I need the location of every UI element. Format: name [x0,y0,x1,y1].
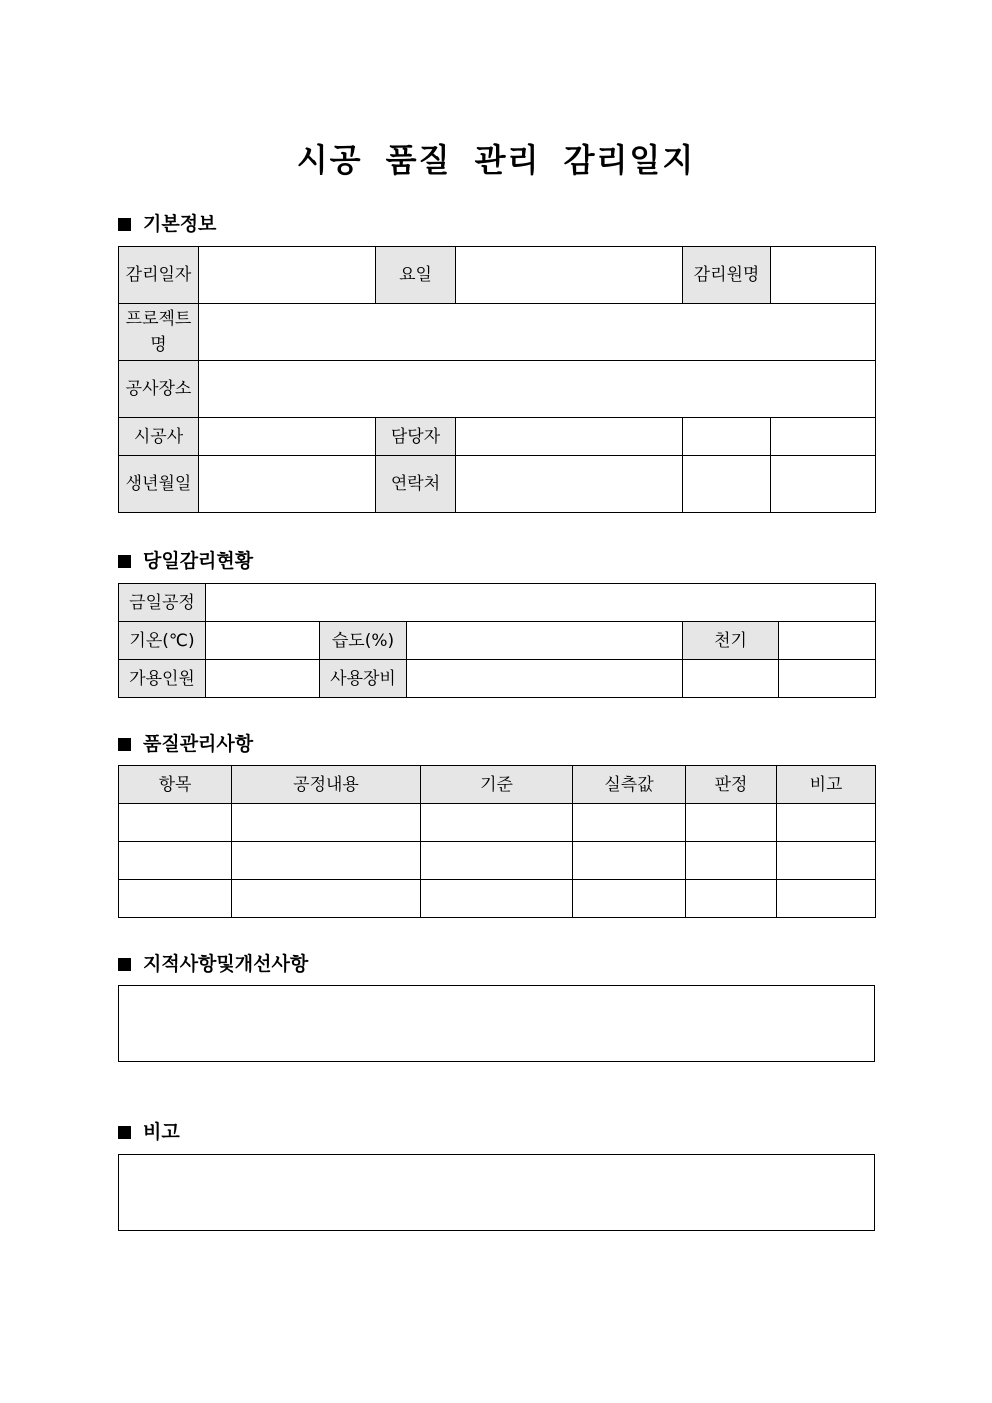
page-title: 시공 품질 관리 감리일지 [296,141,696,179]
remarks-textbox[interactable] [118,1154,875,1231]
column-header: 실측값 [573,766,686,804]
table-cell[interactable] [686,842,777,880]
column-header: 항목 [119,766,232,804]
column-header: 판정 [686,766,777,804]
extra-field[interactable] [771,456,876,513]
table-row [119,842,876,880]
site-field[interactable] [199,361,876,418]
table-cell[interactable] [777,804,876,842]
daily-status-table [118,583,876,698]
column-header: 공정내용 [232,766,421,804]
section-title: 비고 [143,1121,180,1143]
table-cell[interactable] [573,842,686,880]
square-bullet-icon [118,1126,131,1139]
table-cell[interactable] [421,804,573,842]
section-title: 지적사항및개선사항 [143,953,309,975]
square-bullet-icon [118,218,131,231]
label-weather: 천기 [683,622,779,660]
label-temperature: 기온(℃) [119,622,206,660]
table-cell[interactable] [573,880,686,918]
table-cell[interactable] [119,804,232,842]
label-supervisor: 감리원명 [683,247,771,304]
label-site: 공사장소 [119,361,199,418]
section-heading-remarks [118,1120,180,1144]
label-workers: 가용인원 [119,660,206,698]
section-heading-quality [118,732,253,756]
label-date: 감리일자 [119,247,199,304]
date-field[interactable] [199,247,376,304]
table-cell[interactable] [119,842,232,880]
day-field[interactable] [456,247,683,304]
table-cell[interactable] [421,880,573,918]
table-cell[interactable] [686,880,777,918]
temperature-field[interactable] [206,622,320,660]
section-title: 당일감리현황 [143,550,254,572]
weather-field[interactable] [779,622,876,660]
project-field[interactable] [199,304,876,361]
table-cell[interactable] [232,842,421,880]
table-cell[interactable] [421,842,573,880]
extra-field[interactable] [771,418,876,456]
section-title: 품질관리사항 [143,733,254,755]
section-heading-daily [118,549,253,573]
table-cell[interactable] [232,804,421,842]
manager-field[interactable] [456,418,683,456]
issues-textbox[interactable] [118,985,875,1062]
square-bullet-icon [118,738,131,751]
label-manager: 담당자 [376,418,456,456]
table-row [119,880,876,918]
extra-field[interactable] [779,660,876,698]
label-today-process: 금일공정 [119,584,206,622]
label-birth: 생년월일 [119,456,199,513]
column-header: 비고 [777,766,876,804]
table-cell[interactable] [573,804,686,842]
extra-field[interactable] [683,660,779,698]
label-equipment: 사용장비 [320,660,407,698]
quality-table [118,765,876,918]
table-row [119,804,876,842]
table-cell[interactable] [777,842,876,880]
label-contractor: 시공사 [119,418,199,456]
label-contact: 연락처 [376,456,456,513]
label-humidity: 습도(%) [320,622,407,660]
equipment-field[interactable] [407,660,683,698]
square-bullet-icon [118,555,131,568]
label-day: 요일 [376,247,456,304]
extra-field[interactable] [683,456,771,513]
basic-info-table [118,246,876,513]
birth-field[interactable] [199,456,376,513]
label-project: 프로젝트명 [119,304,199,361]
section-heading-basic [118,212,216,236]
supervisor-field[interactable] [771,247,876,304]
contractor-field[interactable] [199,418,376,456]
square-bullet-icon [118,958,131,971]
workers-field[interactable] [206,660,320,698]
table-cell[interactable] [232,880,421,918]
today-process-field[interactable] [206,584,876,622]
contact-field[interactable] [456,456,683,513]
table-cell[interactable] [777,880,876,918]
section-heading-issues [118,952,308,976]
table-cell[interactable] [686,804,777,842]
extra-field[interactable] [683,418,771,456]
column-header: 기준 [421,766,573,804]
section-title: 기본정보 [143,213,217,235]
humidity-field[interactable] [407,622,683,660]
table-cell[interactable] [119,880,232,918]
